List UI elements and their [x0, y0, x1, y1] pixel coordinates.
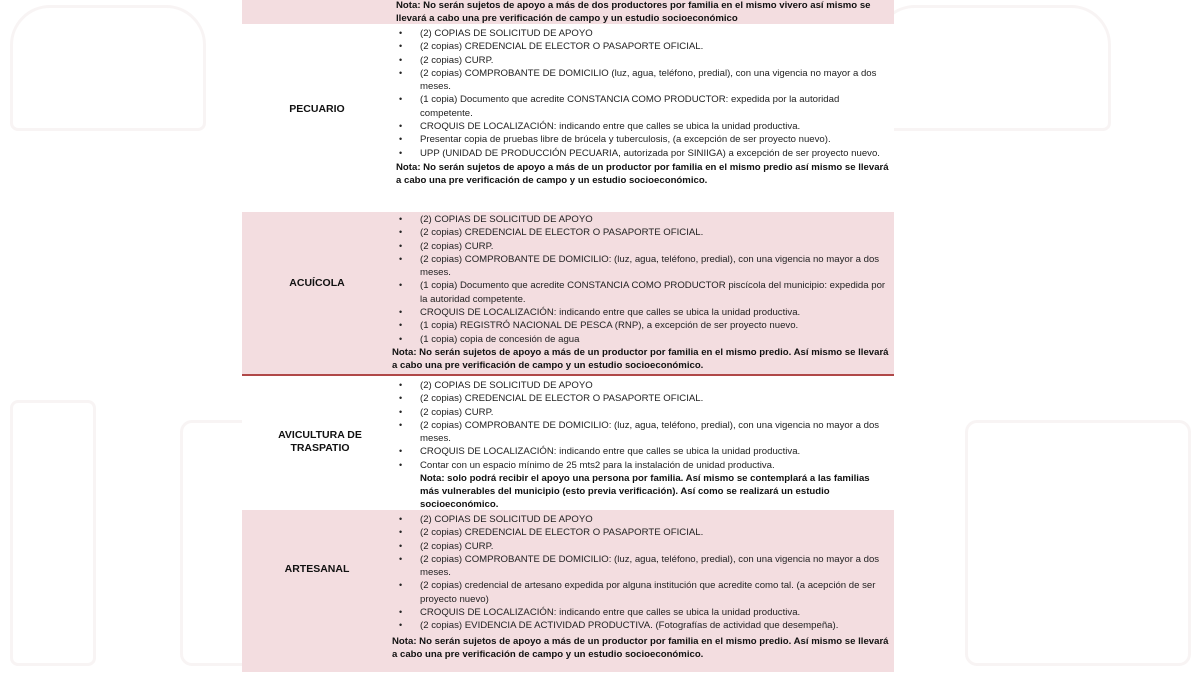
requirements-list	[392, 27, 889, 160]
list-item: • (2 copias) CURP.	[392, 240, 889, 253]
list-item: • (2) COPIAS DE SOLICITUD DE APOYO	[392, 27, 889, 40]
list-item: • (2 copias) CURP.	[392, 406, 889, 419]
list-item: • (1 copia) Documento que acredite CONSTANCIA COMO PRODUCTOR: expedida por la autoridad competente.	[392, 93, 889, 120]
list-item: • (2 copias) COMPROBANTE DE DOMICILIO (luz, agua, teléfono, predial), con una vigencia no mayor a dos meses.	[392, 67, 889, 94]
section-row-artesanal	[242, 510, 894, 672]
list-item: • (2 copias) CREDENCIAL DE ELECTOR O PASAPORTE OFICIAL.	[392, 226, 889, 239]
list-item: • (2 copias) COMPROBANTE DE DOMICILIO: (luz, agua, teléfono, predial), con una vigencia no mayor a dos meses.	[392, 253, 889, 280]
section-note: Nota: No serán sujetos de apoyo a más de un productor por familia en el mismo predio. Así mismo se llevará a cabo una pre verificación de campo y un estudio socioeconómico.	[392, 635, 889, 660]
list-item: • UPP (UNIDAD DE PRODUCCIÓN PECUARIA, autorizada por SINIIGA) a excepción de ser proyecto nuevo.	[392, 147, 889, 160]
list-item: • (2 copias) EVIDENCIA DE ACTIVIDAD PRODUCTIVA. (Fotografías de actividad que desempeña).	[392, 619, 889, 632]
list-item: • (2) COPIAS DE SOLICITUD DE APOYO	[392, 379, 889, 392]
section-row-acuicola	[242, 212, 894, 374]
list-item: • (2 copias) CREDENCIAL DE ELECTOR O PASAPORTE OFICIAL.	[392, 526, 889, 539]
requirements-list	[392, 213, 889, 346]
list-item: • (2 copias) CURP.	[392, 54, 889, 67]
watermark-shape	[10, 5, 206, 131]
section-note: Nota: solo podrá recibir el apoyo una persona por familia. Así mismo se contemplará a las familias más vulnerables del municipio (esto previa verificación). Así como se realizará un estudio socioeconómico.	[420, 473, 870, 511]
list-item: • CROQUIS DE LOCALIZACIÓN: indicando entre que calles se ubica la unidad productiva.	[392, 445, 889, 458]
list-item: • (1 copia) copia de concesión de agua	[392, 333, 889, 346]
section-row-pecuario	[242, 24, 894, 212]
section-label: ARTESANAL	[284, 563, 350, 575]
list-item: • (2 copias) COMPROBANTE DE DOMICILIO: (luz, agua, teléfono, predial), con una vigencia no mayor a dos meses.	[392, 553, 889, 580]
list-item: • CROQUIS DE LOCALIZACIÓN: indicando entre que calles se ubica la unidad productiva.	[392, 306, 889, 319]
list-item: • Presentar copia de pruebas libre de brúcela y tuberculosis, (a excepción de ser proyecto nuevo).	[392, 133, 889, 146]
list-item: • (2) COPIAS DE SOLICITUD DE APOYO	[392, 213, 889, 226]
list-item: • CROQUIS DE LOCALIZACIÓN: indicando entre que calles se ubica la unidad productiva.	[392, 120, 889, 133]
requirements-list	[392, 513, 889, 633]
section-note: Nota: No serán sujetos de apoyo a más de un productor por familia en el mismo predio. Así mismo se llevará a cabo una pre verificación de campo y un estudio socioeconómico.	[392, 346, 889, 371]
requirements-table	[242, 0, 894, 674]
list-item: • (2 copias) credencial de artesano expedida por alguna institución que acredite como tal. (a acepción de ser proyecto nuevo)	[392, 579, 889, 606]
section-label: PECUARIO	[289, 103, 345, 115]
list-item: • (1 copia) REGISTRÓ NACIONAL DE PESCA (RNP), a excepción de ser proyecto nuevo.	[392, 319, 889, 332]
list-item: • (2) COPIAS DE SOLICITUD DE APOYO	[392, 513, 889, 526]
list-item: • Contar con un espacio mínimo de 25 mts2 para la instalación de unidad productiva.	[392, 459, 889, 472]
top-note-row	[242, 0, 894, 24]
list-item: • (2 copias) CREDENCIAL DE ELECTOR O PASAPORTE OFICIAL.	[392, 40, 889, 53]
watermark-shape	[875, 5, 1111, 131]
section-row-avicultura	[242, 376, 894, 510]
list-item: • (2 copias) CREDENCIAL DE ELECTOR O PASAPORTE OFICIAL.	[392, 392, 889, 405]
watermark-shape	[10, 400, 96, 666]
requirements-list	[392, 379, 889, 472]
list-item: • (1 copia) Documento que acredite CONSTANCIA COMO PRODUCTOR piscícola del municipio: expedida por la autoridad competente.	[392, 279, 889, 306]
list-item: • CROQUIS DE LOCALIZACIÓN: indicando entre que calles se ubica la unidad productiva.	[392, 606, 889, 619]
section-label: AVICULTURA DE TRASPATIO	[278, 429, 362, 454]
list-item: • (2 copias) CURP.	[392, 540, 889, 553]
top-note: Nota: No serán sujetos de apoyo a más de dos productores por familia en el mismo vivero así mismo se llevará a cabo una pre verificación de campo y un estudio socioeconómico	[396, 0, 871, 24]
section-label: ACUÍCOLA	[289, 277, 345, 289]
watermark-shape	[965, 420, 1191, 666]
section-note: Nota: No serán sujetos de apoyo a más de un productor por familia en el mismo predio así mismo se llevará a cabo una pre verificación de campo y un estudio socioeconómico.	[396, 161, 889, 186]
list-item: • (2 copias) COMPROBANTE DE DOMICILIO: (luz, agua, teléfono, predial), con una vigencia no mayor a dos meses.	[392, 419, 889, 446]
